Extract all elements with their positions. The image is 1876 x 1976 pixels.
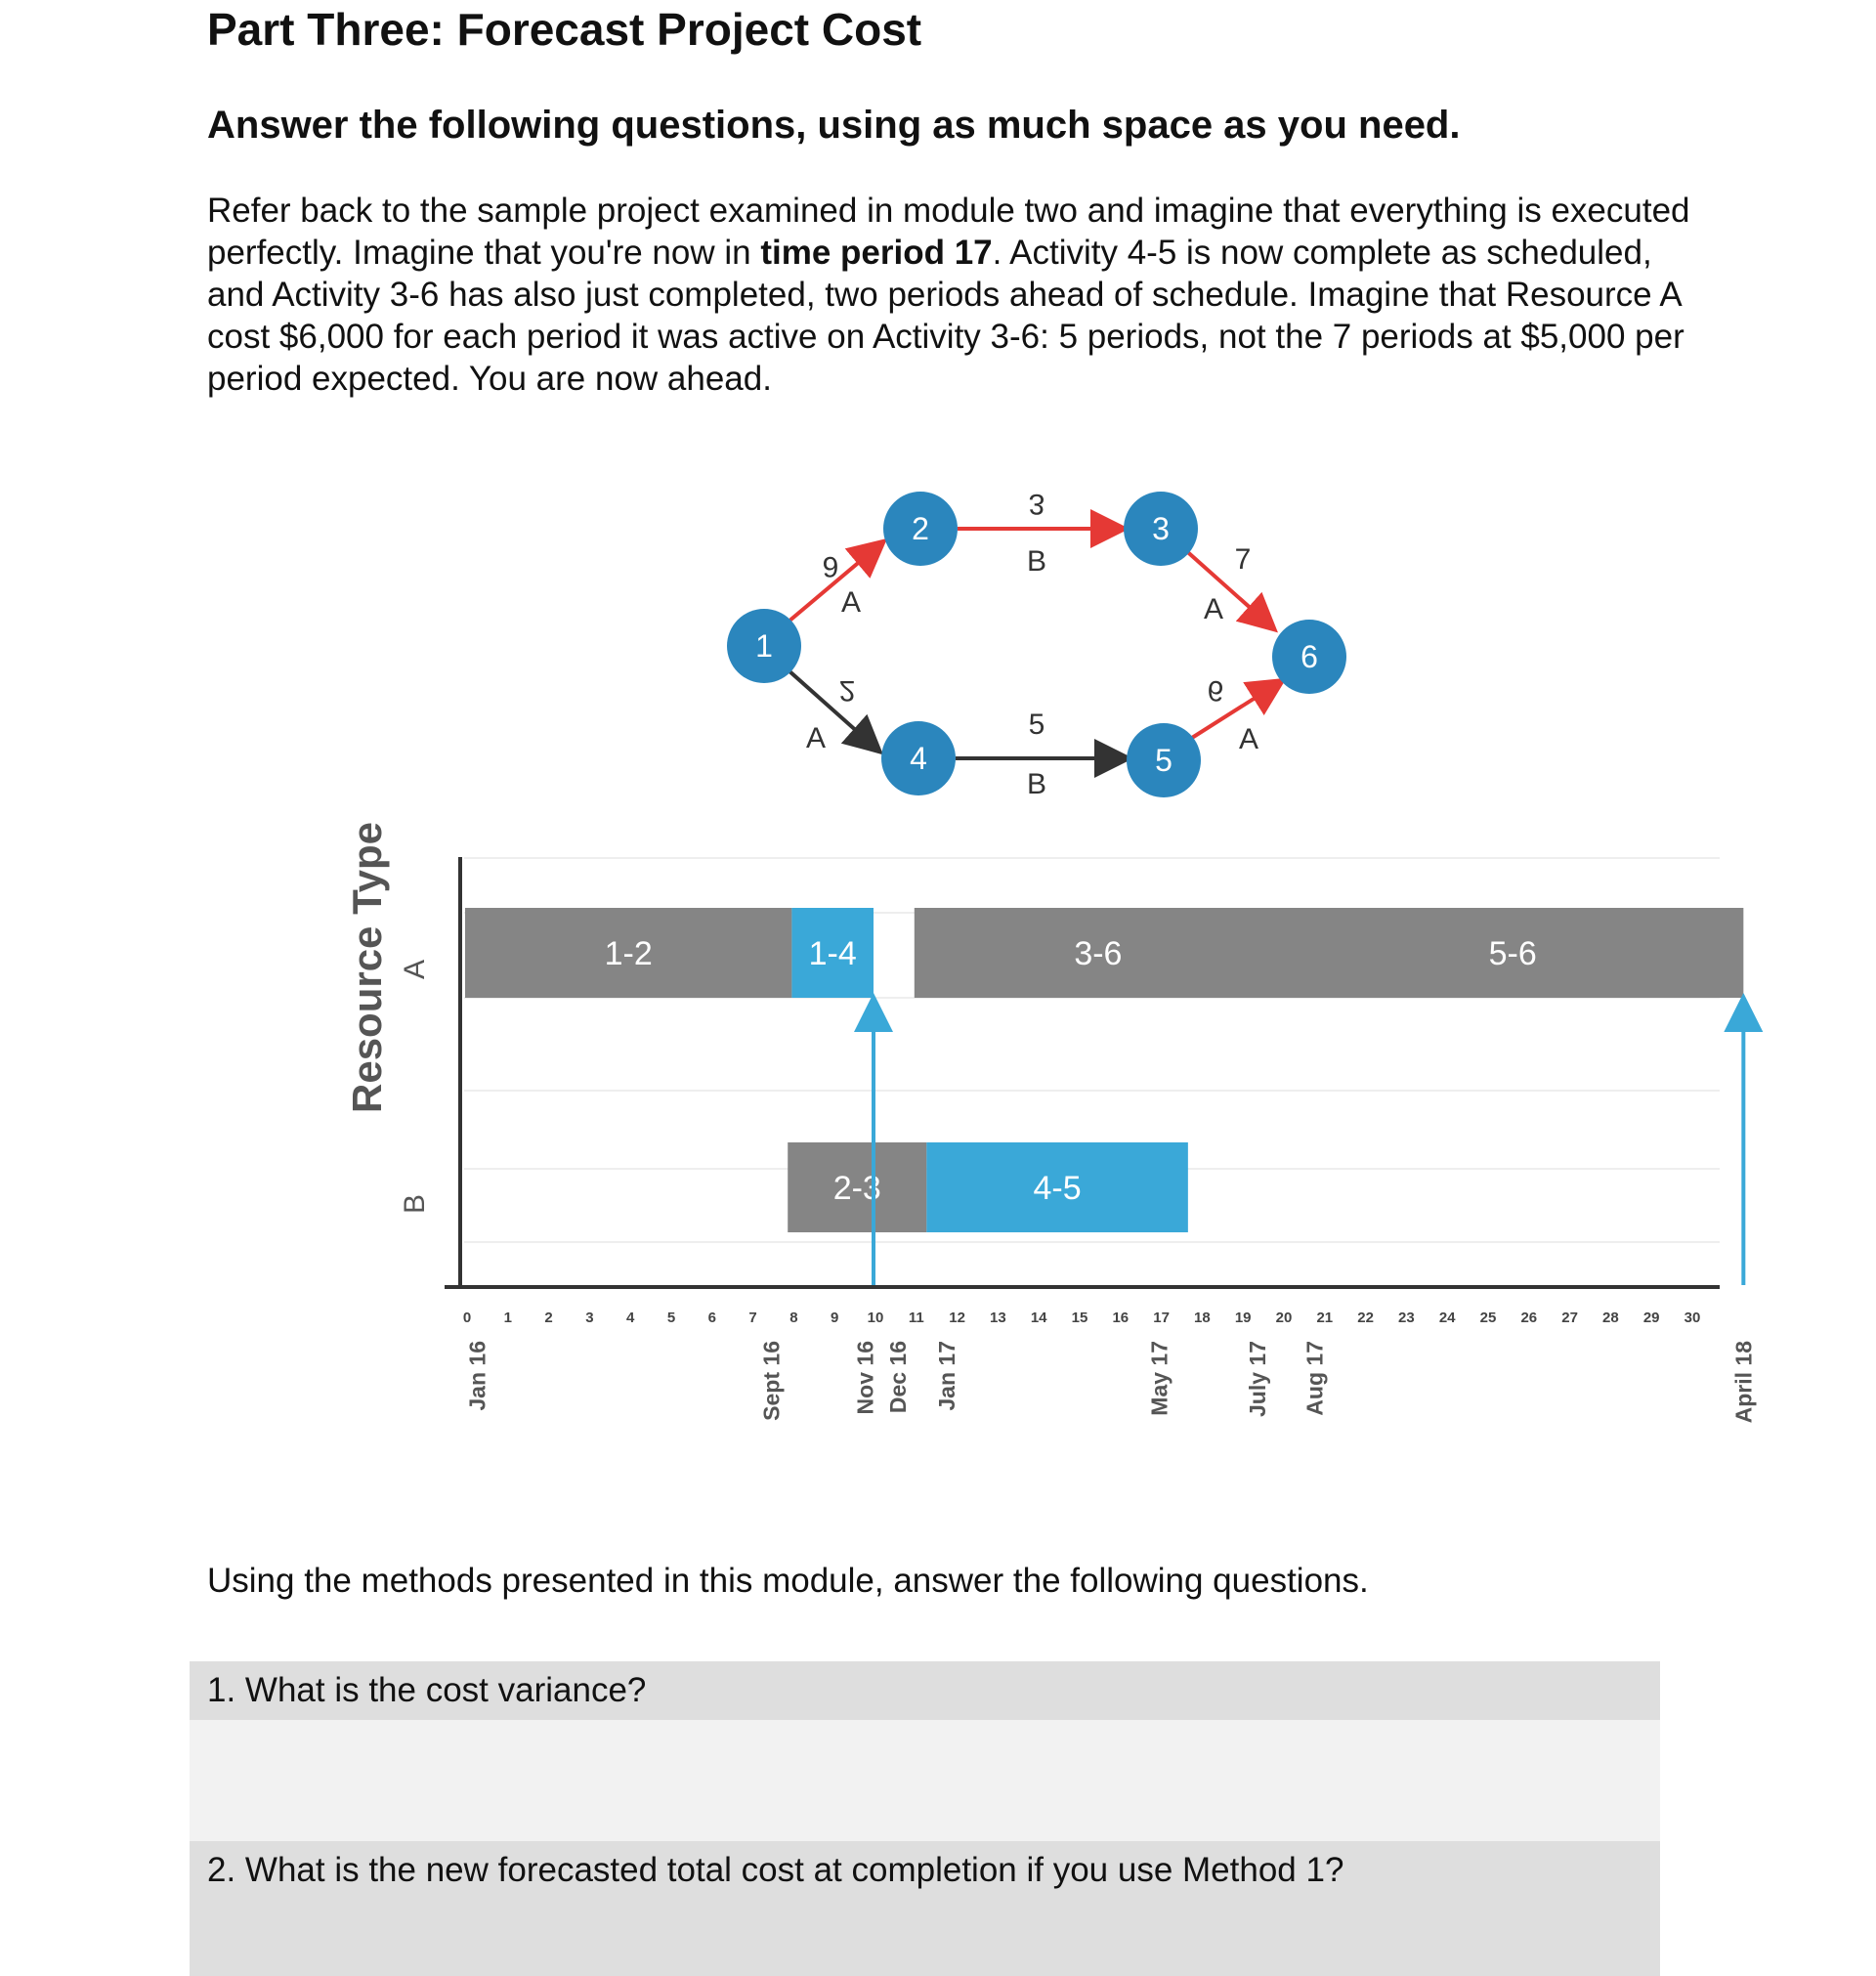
question-1 [190,1661,1660,1841]
edge-3-6 [1182,547,1272,627]
bar-label-2-3: 2-3 [832,1170,881,1207]
node-6-label: 6 [1300,639,1318,674]
period-tick-6: 6 [707,1310,716,1326]
node-2-label: 2 [912,511,929,546]
date-label: Nov 16 [852,1341,878,1415]
resource-schedule-chart [344,822,1756,1423]
schedule-bars [465,908,1743,1232]
period-tick-16: 16 [1112,1310,1130,1326]
edge-5-6-resource: A [1238,723,1259,755]
period-tick-24: 24 [1438,1310,1456,1326]
period-tick-21: 21 [1316,1310,1334,1326]
question-1-text: 1. What is the cost variance? [190,1661,1660,1720]
period-tick-3: 3 [585,1310,594,1326]
date-label: April 18 [1730,1341,1757,1424]
bar-label-1-4: 1-4 [808,935,857,972]
bar-label-5-6: 5-6 [1488,935,1537,972]
y-axis-title: Resource Type [344,822,390,1113]
period-tick-25: 25 [1479,1310,1497,1326]
node-5-label: 5 [1155,743,1172,778]
period-tick-4: 4 [626,1310,635,1326]
period-tick-22: 22 [1357,1310,1374,1326]
node-3-label: 3 [1152,511,1170,546]
edge-3-6-resource: A [1203,593,1224,625]
instructions-heading: Answer the following questions, using as much space as you need. [207,104,1461,147]
date-label: July 17 [1244,1341,1270,1417]
edge-5-6-duration: 6 [1207,674,1224,707]
period-tick-9: 9 [831,1310,839,1326]
period-tick-10: 10 [867,1310,884,1326]
edge-1-4-resource: A [805,722,827,754]
period-tick-5: 5 [666,1310,676,1326]
period-tick-13: 13 [990,1310,1006,1326]
period-tick-7: 7 [748,1310,757,1326]
edge-2-3-duration: 3 [1028,488,1045,520]
page-title: Part Three: Forecast Project Cost [207,4,922,55]
period-tick-12: 12 [949,1310,965,1326]
edge-1-2-resource: A [840,586,862,619]
edge-1-4-duration: 2 [838,674,856,707]
date-labels [465,1341,1757,1424]
period-tick-15: 15 [1071,1310,1088,1326]
edge-5-6 [1184,682,1280,743]
date-label: Jan 17 [934,1341,960,1411]
period-tick-20: 20 [1275,1310,1293,1326]
date-label: May 17 [1146,1341,1172,1416]
bar-label-3-6: 3-6 [1074,935,1123,972]
period-tick-28: 28 [1602,1310,1619,1326]
resource-label-a: A [399,959,431,980]
date-label: Dec 16 [885,1341,912,1414]
period-tick-29: 29 [1642,1310,1660,1326]
edge-2-3-resource: B [1026,545,1047,578]
date-label: Aug 17 [1301,1341,1328,1416]
network-diagram [727,488,1346,800]
edge-1-2-duration: 6 [822,550,839,582]
period-tick-26: 26 [1520,1310,1538,1326]
resource-label-b: B [399,1193,431,1215]
period-tick-14: 14 [1030,1310,1047,1326]
project-network-schedule-figure [322,469,1757,1456]
edge-4-5-duration: 5 [1028,709,1045,741]
edge-4-5-resource: B [1026,768,1047,800]
date-label: Jan 16 [464,1341,490,1411]
question-1-answer-field[interactable] [190,1720,1660,1841]
period-tick-2: 2 [544,1310,553,1326]
period-tick-18: 18 [1194,1310,1211,1326]
node-1-label: 1 [755,628,773,664]
period-tick-30: 30 [1684,1310,1701,1326]
period-tick-0: 0 [462,1310,472,1326]
edge-1-4 [789,670,877,750]
period-tick-23: 23 [1398,1310,1415,1326]
scenario-text-end: . Activity 4-5 is now complete as scheduled, and Activity 3-6 has also just completed, two periods ahead of schedule. Imagine that Resource A cost $6,000 for each period it was active on Activity 3-6: 5 periods, not the 7 periods at $5,000 per period expected. You are now ahead. [207,234,1684,398]
edge-3-6-duration: 7 [1234,543,1252,576]
question-2 [190,1841,1660,1976]
scenario-emphasis: time period 17 [760,234,993,272]
period-tick-27: 27 [1561,1310,1578,1326]
period-tick-labels [463,1310,1701,1326]
scenario-text-start: Refer back to the sample project examined in module two and imagine that everything is executed perfectly. Imagine that you're now in [207,192,1690,272]
period-tick-1: 1 [503,1310,512,1326]
instructions-text: Using the methods presented in this module, answer the following questions. [207,1562,1369,1600]
question-2-text: 2. What is the new forecasted total cost at completion if you use Method 1? [190,1841,1660,1900]
period-tick-8: 8 [789,1310,798,1326]
bar-label-1-2: 1-2 [604,935,653,972]
period-tick-17: 17 [1153,1310,1170,1326]
scenario-paragraph [207,190,1692,400]
date-label: Sept 16 [758,1341,785,1421]
question-2-answer-field[interactable] [190,1900,1660,1976]
period-tick-11: 11 [908,1310,924,1326]
bar-label-4-5: 4-5 [1033,1170,1082,1207]
period-tick-19: 19 [1234,1310,1252,1326]
node-4-label: 4 [910,741,927,776]
